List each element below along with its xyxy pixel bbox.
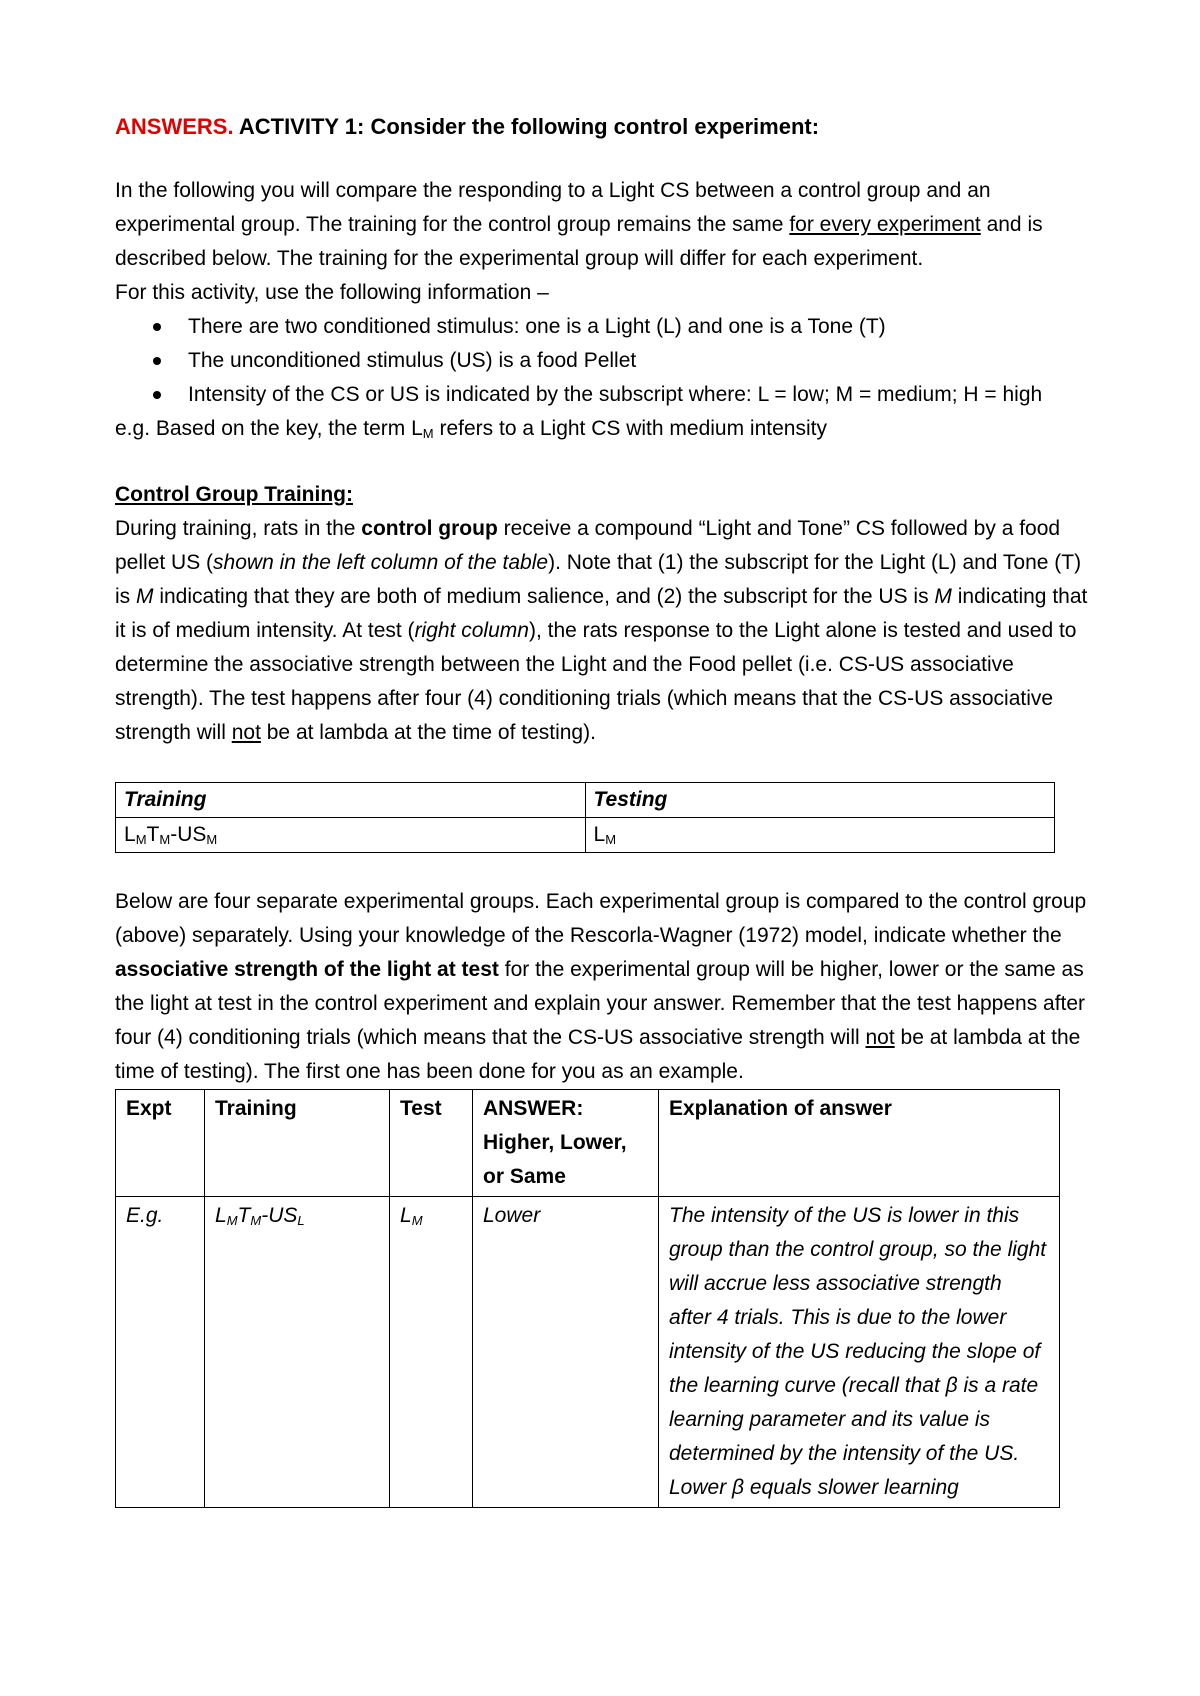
list-item: The unconditioned stimulus (US) is a food Pellet <box>153 344 1095 378</box>
cell-testing: $L_M$ <box>585 818 1055 853</box>
cell-training: $L_MT_M-US_L$ <box>205 1197 390 1508</box>
underlined-phrase: for every experiment <box>789 213 981 236</box>
document-page <box>115 110 1095 1508</box>
header-testing: Testing <box>585 783 1055 818</box>
intro-paragraph: In the following you will compare the responding to a Light CS between a control group and an experimental group. The training for the control group remains the same for every experiment and is described below. The training for the experimental group will differ for each experiment. <box>115 179 1043 270</box>
list-item: Intensity of the CS or US is indicated by the subscript where: L = low; M = medium; H = high <box>153 378 1095 412</box>
example-line: e.g. Based on the key, the term $L_M$ refers to a Light CS with medium intensity <box>115 417 827 441</box>
table-header-row <box>116 1090 1060 1197</box>
cell-test: $L_M$ <box>390 1197 473 1508</box>
cell-answer: Lower <box>473 1197 659 1508</box>
cell-explanation: The intensity of the US is lower in this group than the control group, so the light will accrue less associative strength after 4 trials. This is due to the lower intensity of the US reducing the slope of the learning curve (recall that β is a rate learning parameter and its value is determined by the intensity of the US. Lower β equals slower learning <box>659 1197 1060 1508</box>
cell-training: $L_MT_M-US_M$ <box>116 818 586 853</box>
header-training: Training <box>116 783 586 818</box>
control-heading: Control Group Training: <box>115 483 353 506</box>
cell-expt: E.g. <box>116 1197 205 1508</box>
answer-table <box>115 1089 1060 1508</box>
intro-lead: For this activity, use the following information – <box>115 281 549 304</box>
header-explanation: Explanation of answer <box>659 1090 1060 1197</box>
page-title <box>115 110 1095 144</box>
header-expt: Expt <box>116 1090 205 1197</box>
answers-label: ANSWERS. <box>115 114 234 139</box>
table-header-row <box>116 783 1055 818</box>
header-training: Training <box>205 1090 390 1197</box>
activity-label: ACTIVITY 1: Consider the following control experiment: <box>238 114 820 139</box>
header-answer: ANSWER: Higher, Lower, or Same <box>473 1090 659 1197</box>
info-list <box>115 310 1095 412</box>
list-item: There are two conditioned stimulus: one is a Light (L) and one is a Tone (T) <box>153 310 1095 344</box>
table-row <box>116 818 1055 853</box>
control-table <box>115 782 1055 853</box>
header-test: Test <box>390 1090 473 1197</box>
experiment-paragraph: Below are four separate experimental groups. Each experimental group is compared to the control group (above) separately. Using your knowledge of the Rescorla-Wagner (1972) model, indicate whether the associative strength of the light at test for the experimental group will be higher, lower or the same as the light at test in the control experiment and explain your answer. Remember that the test happens after four (4) conditioning trials (which means that the CS-US associative strength will not be at lambda at the time of testing). The first one has been done for you as an example. <box>115 890 1087 1083</box>
control-paragraph: During training, rats in the control group receive a compound “Light and Tone” CS followed by a food pellet US (shown in the left column of the table). Note that (1) the subscript for the Light (L) and Tone (T) is M indicating that they are both of medium salience, and (2) the subscript for the US is M indicating that it is of medium intensity. At test (right column), the rats response to the Light alone is tested and used to determine the associative strength between the Light and the Food pellet (i.e. CS-US associative strength). The test happens after four (4) conditioning trials (which means that the CS-US associative strength will not be at lambda at the time of testing). <box>115 517 1088 744</box>
table-row <box>116 1197 1060 1508</box>
